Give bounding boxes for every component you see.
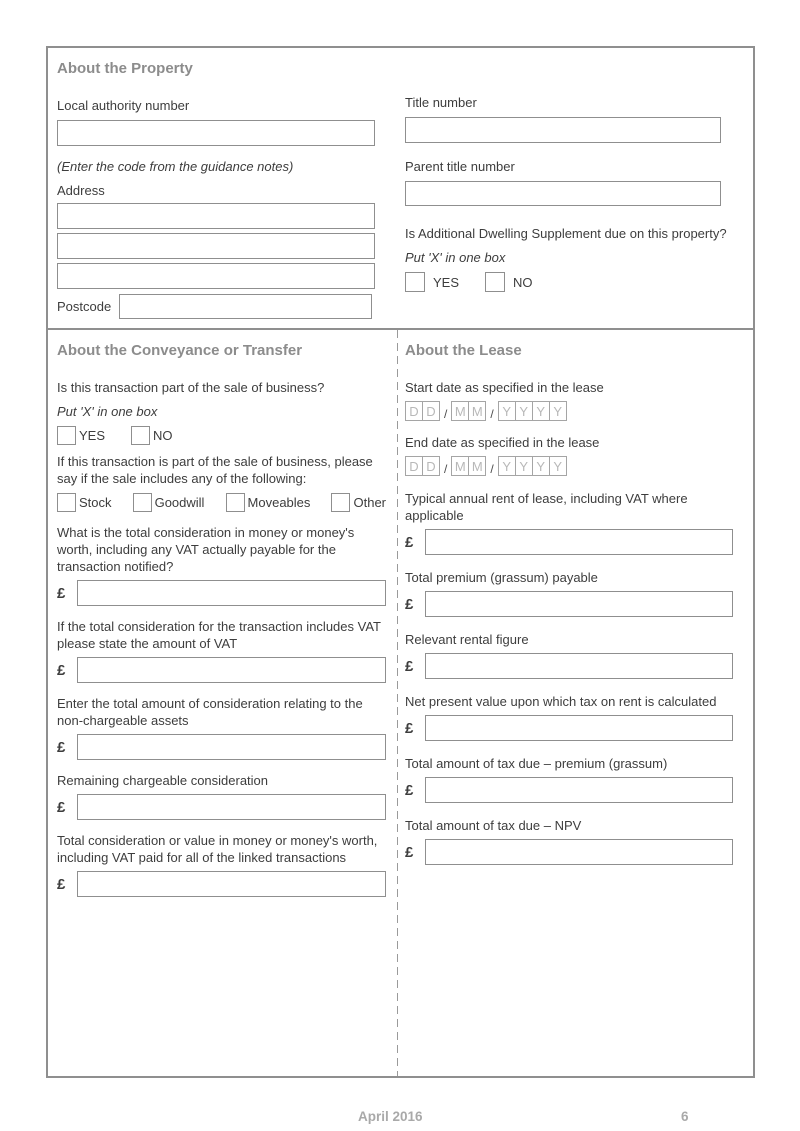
other-checkbox[interactable] — [331, 493, 350, 512]
vat-amount-field — [57, 618, 386, 683]
conveyance-put-x-note: Put 'X' in one box — [57, 404, 158, 419]
total-consideration-input[interactable] — [77, 580, 386, 606]
start-year-box-1[interactable]: Y — [498, 401, 516, 421]
premium-payable-label: Total premium (grassum) payable — [405, 570, 598, 585]
footer-page-number: 6 — [681, 1109, 689, 1124]
postcode-input[interactable] — [119, 294, 372, 319]
ads-question: Is Additional Dwelling Supplement due on this property? — [405, 226, 727, 241]
start-day-box-2[interactable]: D — [422, 401, 440, 421]
relevant-rental-input[interactable] — [425, 653, 733, 679]
linked-transactions-label: Total consideration or value in money or money's worth, including VAT paid for all of the linked transactions — [57, 833, 378, 865]
end-day-box-2[interactable]: D — [422, 456, 440, 476]
npv-input[interactable] — [425, 715, 733, 741]
ads-yes-checkbox[interactable] — [405, 272, 425, 292]
end-year-box-1[interactable]: Y — [498, 456, 516, 476]
lease-end-date-label: End date as specified in the lease — [405, 435, 600, 450]
date-separator: / — [444, 462, 448, 476]
pound-sign: £ — [57, 661, 66, 679]
annual-rent-input[interactable] — [425, 529, 733, 555]
parent-title-input[interactable] — [405, 181, 721, 206]
sale-includes-question: If this transaction is part of the sale of business, please say if the sale includes any of the following: — [57, 454, 373, 486]
sale-no-checkbox[interactable] — [131, 426, 150, 445]
option-goodwill — [133, 493, 205, 512]
start-year-box-4[interactable]: Y — [549, 401, 567, 421]
section-about-property — [48, 48, 753, 330]
option-other — [331, 493, 386, 512]
annual-rent-row — [405, 529, 733, 555]
non-chargeable-row — [57, 734, 386, 760]
goodwill-checkbox[interactable] — [133, 493, 152, 512]
pound-sign: £ — [57, 875, 66, 893]
premium-payable-input[interactable] — [425, 591, 733, 617]
remaining-chargeable-input[interactable] — [77, 794, 386, 820]
sale-yes-label: YES — [79, 428, 106, 443]
tax-due-npv-label: Total amount of tax due – NPV — [405, 818, 582, 833]
start-day-box-1[interactable]: D — [405, 401, 423, 421]
property-right-column — [405, 48, 753, 292]
npv-label: Net present value upon which tax on rent is calculated — [405, 694, 717, 709]
linked-transactions-field — [57, 832, 386, 897]
start-month-group — [451, 401, 486, 421]
title-number-input[interactable] — [405, 117, 721, 143]
relevant-rental-field — [405, 631, 733, 679]
end-year-group — [498, 456, 567, 476]
title-number-label: Title number — [405, 95, 477, 110]
sale-no-label: NO — [153, 428, 173, 443]
end-year-box-2[interactable]: Y — [515, 456, 533, 476]
conveyance-section-title: About the Conveyance or Transfer — [57, 342, 303, 359]
annual-rent-field — [405, 490, 733, 555]
pound-sign: £ — [405, 533, 414, 551]
annual-rent-label: Typical annual rent of lease, including VAT where applicable — [405, 491, 688, 523]
end-day-group — [405, 456, 440, 476]
end-month-group — [451, 456, 486, 476]
total-consideration-row — [57, 580, 386, 606]
relevant-rental-label: Relevant rental figure — [405, 632, 529, 647]
guidance-note: (Enter the code from the guidance notes) — [57, 159, 294, 174]
ads-yes-label: YES — [433, 274, 460, 290]
start-month-box-2[interactable]: M — [468, 401, 486, 421]
parent-title-label: Parent title number — [405, 159, 515, 174]
non-chargeable-field — [57, 695, 386, 760]
vat-amount-input[interactable] — [77, 657, 386, 683]
tax-due-premium-field — [405, 755, 733, 803]
lease-section-title: About the Lease — [405, 342, 522, 359]
bottom-section — [48, 330, 753, 1076]
lbtt-form — [46, 46, 755, 1078]
pound-sign: £ — [405, 781, 414, 799]
total-consideration-field — [57, 524, 386, 606]
date-separator: / — [490, 462, 494, 476]
start-year-box-3[interactable]: Y — [532, 401, 550, 421]
pound-sign: £ — [405, 595, 414, 613]
remaining-chargeable-row — [57, 794, 386, 820]
local-authority-input[interactable] — [57, 120, 375, 146]
linked-transactions-input[interactable] — [77, 871, 386, 897]
tax-due-npv-row — [405, 839, 733, 865]
date-separator: / — [490, 407, 494, 421]
property-section-title: About the Property — [57, 60, 193, 77]
tax-due-npv-field — [405, 817, 733, 865]
goodwill-label: Goodwill — [154, 495, 205, 510]
pound-sign: £ — [405, 843, 414, 861]
start-day-group — [405, 401, 440, 421]
start-year-box-2[interactable]: Y — [515, 401, 533, 421]
pound-sign: £ — [57, 738, 66, 756]
npv-row — [405, 715, 733, 741]
remaining-chargeable-label: Remaining chargeable consideration — [57, 773, 269, 788]
ads-put-x-note: Put 'X' in one box — [405, 250, 506, 265]
premium-payable-row — [405, 591, 733, 617]
premium-payable-field — [405, 569, 733, 617]
sale-of-business-question: Is this transaction part of the sale of business? — [57, 380, 325, 395]
remaining-chargeable-field — [57, 772, 386, 820]
moveables-label: Moveables — [247, 495, 311, 510]
lease-start-date-row — [405, 401, 733, 421]
start-year-group — [498, 401, 567, 421]
relevant-rental-row — [405, 653, 733, 679]
property-left-column — [57, 48, 377, 319]
vat-amount-label: If the total consideration for the transaction includes VAT please state the amount of VAT — [57, 619, 381, 651]
lease-start-date-label: Start date as specified in the lease — [405, 380, 604, 395]
postcode-label: Postcode — [57, 299, 112, 314]
other-label: Other — [353, 495, 386, 510]
sale-yes-no-row — [57, 426, 386, 445]
address-line2-input[interactable] — [57, 233, 375, 259]
date-separator: / — [444, 407, 448, 421]
section-lease — [397, 330, 753, 1076]
footer-date: April 2016 — [358, 1109, 423, 1124]
start-month-box-1[interactable]: M — [451, 401, 469, 421]
lease-end-date-row — [405, 456, 733, 476]
npv-field — [405, 693, 733, 741]
end-month-box-1[interactable]: M — [451, 456, 469, 476]
non-chargeable-label: Enter the total amount of consideration relating to the non-chargeable assets — [57, 696, 363, 728]
tax-due-premium-label: Total amount of tax due – premium (grassum) — [405, 756, 668, 771]
moveables-checkbox[interactable] — [226, 493, 245, 512]
pound-sign: £ — [57, 584, 66, 602]
postcode-row — [57, 294, 377, 319]
pound-sign: £ — [405, 657, 414, 675]
end-year-box-4[interactable]: Y — [549, 456, 567, 476]
address-line3-input[interactable] — [57, 263, 375, 289]
tax-due-premium-input[interactable] — [425, 777, 733, 803]
end-year-box-3[interactable]: Y — [532, 456, 550, 476]
pound-sign: £ — [57, 798, 66, 816]
ads-yes-no-row — [405, 272, 753, 292]
total-consideration-label: What is the total consideration in money or money's worth, including any VAT actually payable for the transaction notified? — [57, 525, 355, 574]
stock-label: Stock — [79, 495, 112, 510]
ads-no-label: NO — [513, 274, 533, 290]
address-line1-input[interactable] — [57, 203, 375, 229]
tax-due-npv-input[interactable] — [425, 839, 733, 865]
tax-due-premium-row — [405, 777, 733, 803]
stock-checkbox[interactable] — [57, 493, 76, 512]
end-day-box-1[interactable]: D — [405, 456, 423, 476]
address-label: Address — [57, 183, 105, 198]
section-conveyance — [48, 330, 397, 1076]
end-month-box-2[interactable]: M — [468, 456, 486, 476]
vat-amount-row — [57, 657, 386, 683]
sale-options-row — [57, 493, 386, 512]
ads-no-checkbox[interactable] — [485, 272, 505, 292]
pound-sign: £ — [405, 719, 414, 737]
local-authority-label: Local authority number — [57, 98, 190, 113]
sale-yes-checkbox[interactable] — [57, 426, 76, 445]
linked-transactions-row — [57, 871, 386, 897]
option-moveables — [226, 493, 311, 512]
option-stock — [57, 493, 112, 512]
non-chargeable-input[interactable] — [77, 734, 386, 760]
